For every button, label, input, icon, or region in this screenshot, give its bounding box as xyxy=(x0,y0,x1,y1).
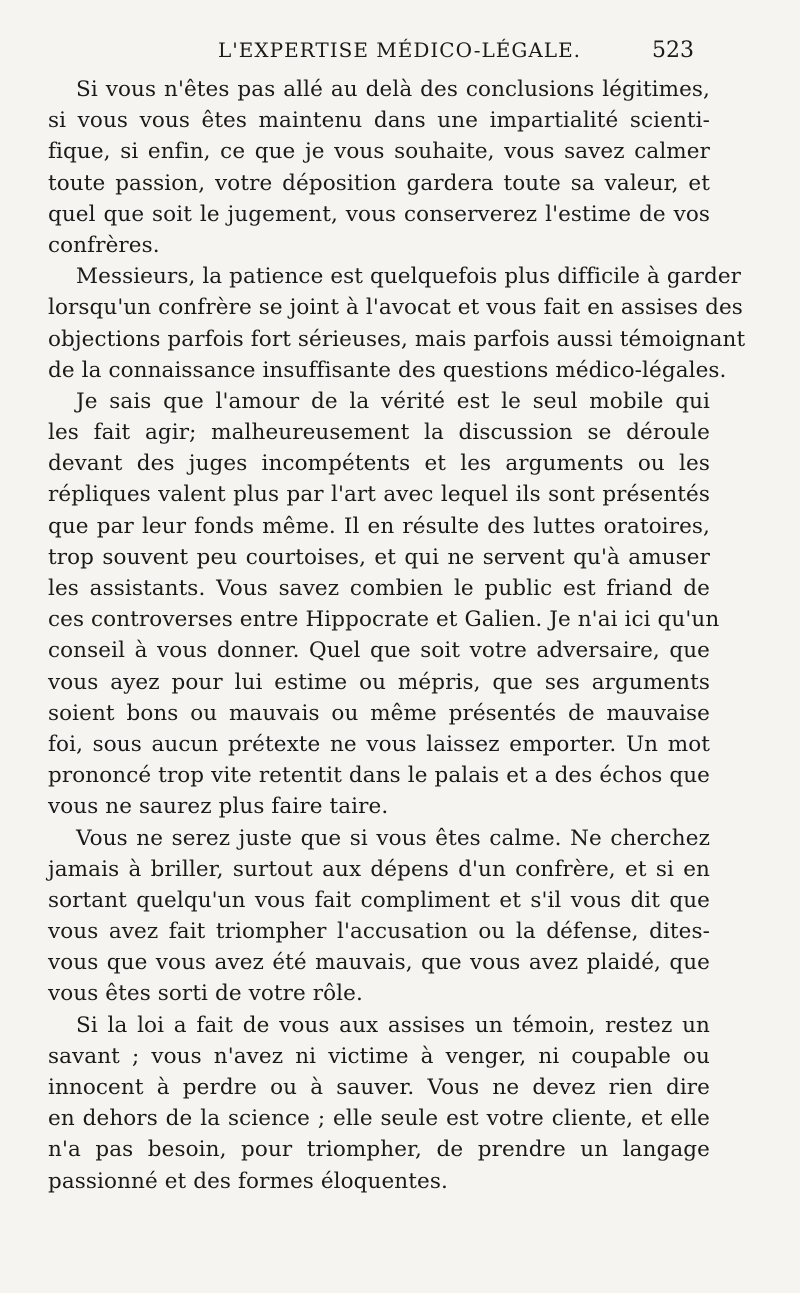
text-line: foi, sous aucun prétexte ne vous laissez emporter. Un mot xyxy=(48,731,710,757)
text-line: les assistants. Vous savez combien le public est friand de xyxy=(48,576,710,601)
text-line: jamais à briller, surtout aux dépens d'un confrère, et si en xyxy=(48,856,710,882)
paragraph xyxy=(48,823,710,1010)
text-line: lorsqu'un confrère se joint à l'avocat et vous fait en assises des xyxy=(48,295,743,321)
paragraph xyxy=(48,1010,710,1197)
text-line: si vous vous êtes maintenu dans une impartialité scienti- xyxy=(48,108,710,134)
text-line: répliques valent plus par l'art avec lequel ils sont présentés xyxy=(48,482,710,508)
text-line: les fait agir; malheureusement la discussion se déroule xyxy=(48,420,710,446)
text-line: devant des juges incompétents et les arguments ou les xyxy=(48,451,710,477)
paragraph xyxy=(48,74,710,261)
text-line: confrères. xyxy=(48,232,160,258)
text-line: prononcé trop vite retentit dans le palais et a des échos que xyxy=(48,763,710,789)
text-line: vous ayez pour lui estime ou mépris, que ses arguments xyxy=(48,669,710,695)
text-line: quel que soit le jugement, vous conserverez l'estime de vos xyxy=(48,201,710,227)
body-text xyxy=(48,74,746,1197)
text-line: objections parfois fort sérieuses, mais parfois aussi témoignant xyxy=(48,326,746,352)
text-line: vous que vous avez été mauvais, que vous avez plaidé, que xyxy=(48,950,710,976)
text-line: en dehors de la science ; elle seule est votre cliente, et elle xyxy=(48,1106,710,1132)
text-line: passionné et des formes éloquentes. xyxy=(48,1168,448,1194)
text-line: que par leur fonds même. Il en résulte des luttes oratoires, xyxy=(48,513,710,539)
text-line: vous êtes sorti de votre rôle. xyxy=(48,981,363,1007)
page-number: 523 xyxy=(652,38,694,63)
text-line: Si vous n'êtes pas allé au delà des conclusions légitimes, xyxy=(76,77,710,102)
text-line: Vous ne serez juste que si vous êtes calme. Ne cherchez xyxy=(76,825,710,851)
paragraph xyxy=(48,386,720,823)
text-line: Je sais que l'amour de la vérité est le seul mobile qui xyxy=(76,388,710,414)
text-line: de la connaissance insuffisante des questions médico-légales. xyxy=(48,357,727,383)
running-title: L'EXPERTISE MÉDICO-LÉGALE. xyxy=(218,38,582,62)
text-line: toute passion, votre déposition gardera toute sa valeur, et xyxy=(48,170,710,196)
text-line: savant ; vous n'avez ni victime à venger, ni coupable ou xyxy=(48,1043,710,1069)
text-line: conseil à vous donner. Quel que soit votre adversaire, que xyxy=(48,638,710,664)
text-line: fique, si enfin, ce que je vous souhaite, vous savez calmer xyxy=(48,139,710,165)
text-line: trop souvent peu courtoises, et qui ne servent qu'à amuser xyxy=(48,544,710,570)
text-line: sortant quelqu'un vous fait compliment et s'il vous dit que xyxy=(48,887,710,913)
text-line: ces controverses entre Hippocrate et Galien. Je n'ai ici qu'un xyxy=(48,607,720,633)
text-line: n'a pas besoin, pour triompher, de prendre un langage xyxy=(48,1137,710,1163)
paragraph xyxy=(48,261,746,386)
text-line: vous ne saurez plus faire taire. xyxy=(48,794,389,820)
text-line: soient bons ou mauvais ou même présentés de mauvaise xyxy=(48,700,710,726)
text-line: Si la loi a fait de vous aux assises un témoin, restez un xyxy=(76,1012,710,1038)
text-line: vous avez fait triompher l'accusation ou la défense, dites- xyxy=(48,919,710,945)
text-line: innocent à perdre ou à sauver. Vous ne devez rien dire xyxy=(48,1075,710,1100)
text-line: Messieurs, la patience est quelquefois plus difficile à garder xyxy=(76,264,742,290)
